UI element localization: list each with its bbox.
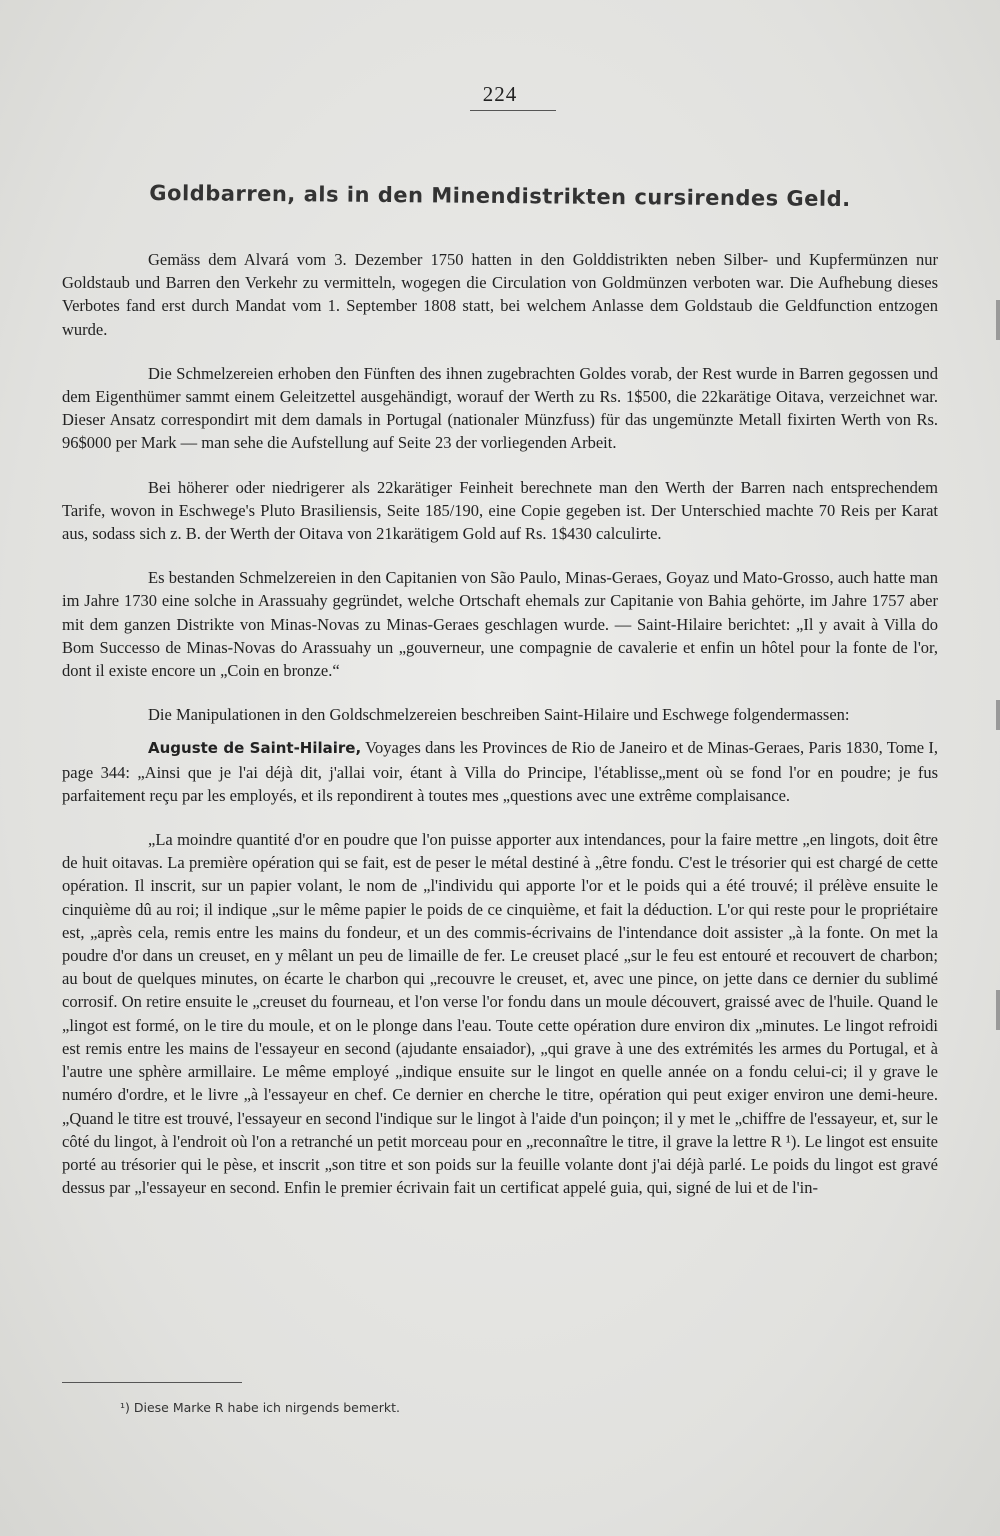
paragraph-manipulationen: Die Manipulationen in den Goldschmelzereien beschreiben Saint-Hilaire und Eschwege folgendermassen: bbox=[148, 705, 850, 725]
paragraph-quote-intro bbox=[62, 736, 938, 807]
paragraph-capitanien: Es bestanden Schmelzereien in den Capitanien von São Paulo, Minas-Geraes, Goyaz und Mato-Grosso, auch hatte man im Jahre 1730 eine solche in Arassuahy gegründet, welche Ortschaft ehemals zur Capitanie von Bahia gehörte, im Jahre 1757 aber mit dem ganzen Distrikte von Minas-Novas zu Minas-Geraes geschlagen wurde. — Saint-Hilaire berichtet: „Il y avait à Villa do Bom Successo de Minas-Novas do Arassuahy un „gouverneur, une compagnie de cavalerie et enfin un hôtel pour la fonte de l'or, dont il existe encore un „Coin en bronze.“ bbox=[62, 568, 938, 681]
page-number-rule bbox=[470, 110, 556, 111]
footnote: ¹) Diese Marke R habe ich nirgends bemerkt. bbox=[120, 1400, 400, 1415]
paragraph-alvara: Gemäss dem Alvará vom 3. Dezember 1750 hatten in den Golddistrikten neben Silber- und Kupfermünzen nur Goldstaub und Barren den Verkehr zu vermitteln, wogegen die Circulation von Goldmünzen verboten war. Die Aufhebung dieses Verbotes fand erst durch Mandat vom 1. September 1808 statt, bei welchem Anlasse dem Goldstaub die Geldfunction entzogen wurde. bbox=[62, 250, 938, 339]
page-edge-mark bbox=[996, 990, 1000, 1030]
body-text bbox=[62, 248, 938, 1220]
quote-intro: Voyages dans les Provinces de Rio de Janeiro et de Minas-Geraes, Paris 1830, Tome I, page 344: „Ainsi que je l'ai déjà dit, j'allai voir, étant à Villa do Principe, l'établisse„ment où se fond l'or en poudre; je fus parfaitement reçu par les employés, et ils repondirent à toutes mes „questions avec une extrême complaisance. bbox=[62, 738, 939, 805]
page-edge-mark bbox=[996, 300, 1000, 340]
page-edge-mark bbox=[996, 700, 1000, 730]
page-number: 224 bbox=[482, 82, 518, 106]
paragraph-schmelzereien: Die Schmelzereien erhoben den Fünften des ihnen zugebrachten Goldes vorab, der Rest wurde in Barren gegossen und dem Eigenthümer sammt einem Geleitzettel ausgehändigt, worauf der Werth zu Rs. 1$500, die 22karätige Oitava, verzeichnet war. Dieser Ansatz correspondirt mit dem damals in Portugal (nationaler Münzfuss) für das ungemünzte Metall fixirten Werth von Rs. 96$000 per Mark — man sehe die Aufstellung auf Seite 23 der vorliegenden Arbeit. bbox=[62, 363, 938, 453]
section-title: Goldbarren, als in den Minendistrikten cursirendes Geld. bbox=[149, 180, 851, 212]
paragraph-quote-main: „La moindre quantité d'or en poudre que l'on puisse apporter aux intendances, pour la faire mettre „en lingots, doit être de huit oitavas. La première opération qui se fait, est de peser le métal destiné à „être fondu. C'est le trésorier qui est chargé de cette opération. Il inscrit, sur un papier volant, le nom de „l'individu qui apporte l'or et le poids qui a été trouvé; il prélève ensuite le cinquième dû au roi; il indique „sur le même papier le poids de ce cinquième, et fait la déduction. L'or qui reste pour le propriétaire est, „après cela, remis entre les mains du fondeur, et un des commis-écrivains de l'intendance doit assister „à la fonte. On met la poudre d'or dans un creuset, en y mêlant un peu de limaille de fer. Le creuset placé „sur le feu est entouré et recouvert de charbon; au bout de quelques minutes, on écarte le charbon qui „recouvre le creuset, et, avec une pince, on jette dans ce dernier du sublimé corrosif. On retire ensuite le „creuset du fourneau, et l'on verse l'or fondu dans un moule découvert, graissé avec de l'huile. Quand le „lingot est formé, on le tire du moule, et on le plonge dans l'eau. Toute cette opération dure environ dix „minutes. Le lingot refroidi est remis entre les mains de l'essayeur en second (ajudante ensaiador), „qui grave à une des extrémités les armes du Portugal, et à l'autre une sphère armillaire. Le même employé „indique ensuite sur le lingot en quelle année on a fondu celui-ci; il y grave le numéro d'ordre, et le livre „à l'essayeur en chef. Ce dernier en cherche le titre, opération qui peut exiger environ une demi-heure. „Quand le titre est trouvé, l'essayeur en second l'indique sur le lingot à l'aide d'un poinçon; il y met le „chiffre de l'essayeur, et, sur le côté du lingot, à l'endroit où l'on a retranché un petit morceau pour en „reconnaître le titre, il grave la lettre R ¹). Le lingot est ensuite porté au trésorier qui le pèse, et inscrit „son titre et son poids sur la feuille volante dont j'ai déjà parlé. Le poids du lingot est gravé dessus par „l'essayeur en second. Enfin le premier écrivain fait un certificat appelé guia, qui, signé de lui et de l'in- bbox=[62, 830, 938, 1198]
quote-author: Auguste de Saint-Hilaire, bbox=[148, 739, 362, 758]
footnote-rule bbox=[62, 1382, 242, 1383]
paragraph-feinheit: Bei höherer oder niedrigerer als 22karätiger Feinheit berechnete man den Werth der Barren nach entsprechendem Tarife, wovon in Eschwege's Pluto Brasiliensis, Seite 185/190, eine Copie gegeben ist. Der Unterschied machte 70 Reis per Karat aus, sodass sich z. B. der Werth der Oitava von 21karätigem Gold auf Rs. 1$430 calculirte. bbox=[62, 477, 938, 544]
